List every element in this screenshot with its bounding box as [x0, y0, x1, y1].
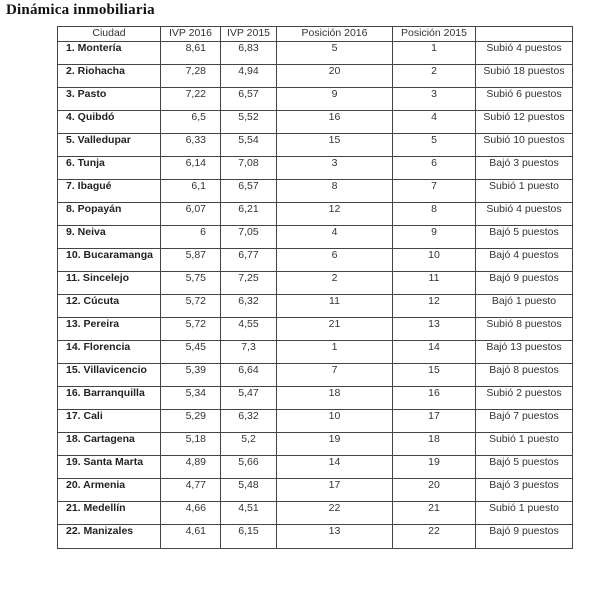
- posicion-2016-cell: 10: [277, 410, 393, 433]
- posicion-2016-cell: 3: [277, 157, 393, 180]
- table-row: [58, 65, 573, 88]
- ivp-2016-cell: 7,28: [161, 65, 221, 88]
- ivp-2015-cell: 6,15: [221, 525, 277, 549]
- ivp-2016-cell: 6: [161, 226, 221, 249]
- change-cell: Subió 1 puesto: [476, 180, 573, 203]
- table-row: [58, 42, 573, 65]
- ivp-2015-cell: 6,77: [221, 249, 277, 272]
- ivp-2016-cell: 5,87: [161, 249, 221, 272]
- posicion-2016-cell: 18: [277, 387, 393, 410]
- city-cell: 13. Pereira: [58, 318, 161, 341]
- ivp-2016-cell: 5,72: [161, 295, 221, 318]
- change-cell: Subió 8 puestos: [476, 318, 573, 341]
- city-cell: 15. Villavicencio: [58, 364, 161, 387]
- table-row: [58, 134, 573, 157]
- ivp-2016-cell: 4,61: [161, 525, 221, 549]
- change-cell: Bajó 5 puestos: [476, 456, 573, 479]
- change-cell: Subió 12 puestos: [476, 111, 573, 134]
- posicion-2015-cell: 16: [393, 387, 476, 410]
- posicion-2015-cell: 8: [393, 203, 476, 226]
- table-row: [58, 272, 573, 295]
- table-row: [58, 364, 573, 387]
- city-cell: 12. Cúcuta: [58, 295, 161, 318]
- posicion-2016-cell: 11: [277, 295, 393, 318]
- ivp-2015-cell: 4,55: [221, 318, 277, 341]
- city-cell: 2. Riohacha: [58, 65, 161, 88]
- ivp-2015-cell: 4,94: [221, 65, 277, 88]
- city-cell: 9. Neiva: [58, 226, 161, 249]
- table-row: [58, 502, 573, 525]
- change-cell: Subió 10 puestos: [476, 134, 573, 157]
- table-row: [58, 387, 573, 410]
- table-row: [58, 410, 573, 433]
- ivp-2015-cell: 6,83: [221, 42, 277, 65]
- ivp-2016-cell: 4,89: [161, 456, 221, 479]
- posicion-2016-cell: 16: [277, 111, 393, 134]
- posicion-2015-cell: 19: [393, 456, 476, 479]
- ivp-2015-cell: 5,52: [221, 111, 277, 134]
- ivp-2016-cell: 5,29: [161, 410, 221, 433]
- ivp-2015-cell: 5,2: [221, 433, 277, 456]
- ivp-2016-cell: 5,72: [161, 318, 221, 341]
- ivp-2016-cell: 5,18: [161, 433, 221, 456]
- ivp-2015-cell: 5,66: [221, 456, 277, 479]
- posicion-2015-cell: 22: [393, 525, 476, 549]
- city-cell: 16. Barranquilla: [58, 387, 161, 410]
- ivp-2016-cell: 7,22: [161, 88, 221, 111]
- ivp-2016-cell: 6,1: [161, 180, 221, 203]
- city-cell: 4. Quibdó: [58, 111, 161, 134]
- posicion-2016-cell: 8: [277, 180, 393, 203]
- posicion-2015-cell: 14: [393, 341, 476, 364]
- posicion-2016-cell: 22: [277, 502, 393, 525]
- ivp-2016-cell: 6,14: [161, 157, 221, 180]
- ivp-2016-cell: 5,34: [161, 387, 221, 410]
- header-ivp-2015: IVP 2015: [221, 27, 277, 42]
- posicion-2016-cell: 6: [277, 249, 393, 272]
- city-cell: 8. Popayán: [58, 203, 161, 226]
- posicion-2016-cell: 14: [277, 456, 393, 479]
- city-cell: 20. Armenia: [58, 479, 161, 502]
- city-cell: 10. Bucaramanga: [58, 249, 161, 272]
- ivp-2016-cell: 4,66: [161, 502, 221, 525]
- ivp-2015-cell: 7,05: [221, 226, 277, 249]
- posicion-2016-cell: 15: [277, 134, 393, 157]
- city-cell: 3. Pasto: [58, 88, 161, 111]
- posicion-2016-cell: 19: [277, 433, 393, 456]
- city-cell: 21. Medellín: [58, 502, 161, 525]
- posicion-2015-cell: 12: [393, 295, 476, 318]
- change-cell: Subió 2 puestos: [476, 387, 573, 410]
- posicion-2015-cell: 1: [393, 42, 476, 65]
- table-row: [58, 226, 573, 249]
- header-posicion-2016: Posición 2016: [277, 27, 393, 42]
- table-header-row: [58, 27, 573, 42]
- ranking-table: [57, 26, 573, 549]
- posicion-2016-cell: 17: [277, 479, 393, 502]
- posicion-2015-cell: 21: [393, 502, 476, 525]
- change-cell: Bajó 9 puestos: [476, 272, 573, 295]
- table-row: [58, 111, 573, 134]
- change-cell: Bajó 1 puesto: [476, 295, 573, 318]
- header-posicion-2015: Posición 2015: [393, 27, 476, 42]
- posicion-2016-cell: 20: [277, 65, 393, 88]
- change-cell: Bajó 3 puestos: [476, 157, 573, 180]
- table-row: [58, 456, 573, 479]
- change-cell: Subió 1 puesto: [476, 502, 573, 525]
- city-cell: 1. Montería: [58, 42, 161, 65]
- ivp-2016-cell: 6,5: [161, 111, 221, 134]
- table-row: [58, 433, 573, 456]
- change-cell: Subió 4 puestos: [476, 42, 573, 65]
- posicion-2015-cell: 10: [393, 249, 476, 272]
- ivp-2016-cell: 6,07: [161, 203, 221, 226]
- header-ivp-2016: IVP 2016: [161, 27, 221, 42]
- posicion-2015-cell: 18: [393, 433, 476, 456]
- ivp-2016-cell: 5,45: [161, 341, 221, 364]
- city-cell: 7. Ibagué: [58, 180, 161, 203]
- posicion-2015-cell: 7: [393, 180, 476, 203]
- posicion-2015-cell: 3: [393, 88, 476, 111]
- posicion-2015-cell: 11: [393, 272, 476, 295]
- table-row: [58, 249, 573, 272]
- change-cell: Bajó 4 puestos: [476, 249, 573, 272]
- change-cell: Subió 18 puestos: [476, 65, 573, 88]
- ivp-2015-cell: 6,32: [221, 295, 277, 318]
- posicion-2015-cell: 20: [393, 479, 476, 502]
- page-title: Dinámica inmobiliaria: [6, 2, 155, 18]
- table-row: [58, 295, 573, 318]
- posicion-2016-cell: 21: [277, 318, 393, 341]
- ivp-2015-cell: 5,48: [221, 479, 277, 502]
- posicion-2015-cell: 9: [393, 226, 476, 249]
- ivp-2015-cell: 6,64: [221, 364, 277, 387]
- ivp-2016-cell: 5,39: [161, 364, 221, 387]
- ivp-2015-cell: 7,08: [221, 157, 277, 180]
- table-body: [58, 42, 573, 549]
- posicion-2015-cell: 4: [393, 111, 476, 134]
- city-cell: 11. Sincelejo: [58, 272, 161, 295]
- ivp-2015-cell: 7,25: [221, 272, 277, 295]
- ivp-2016-cell: 6,33: [161, 134, 221, 157]
- ivp-2016-cell: 4,77: [161, 479, 221, 502]
- city-cell: 18. Cartagena: [58, 433, 161, 456]
- city-cell: 6. Tunja: [58, 157, 161, 180]
- ivp-2015-cell: 4,51: [221, 502, 277, 525]
- change-cell: Bajó 9 puestos: [476, 525, 573, 549]
- ivp-2015-cell: 5,47: [221, 387, 277, 410]
- posicion-2015-cell: 6: [393, 157, 476, 180]
- posicion-2016-cell: 9: [277, 88, 393, 111]
- city-cell: 5. Valledupar: [58, 134, 161, 157]
- posicion-2015-cell: 17: [393, 410, 476, 433]
- posicion-2015-cell: 2: [393, 65, 476, 88]
- change-cell: Subió 4 puestos: [476, 203, 573, 226]
- posicion-2015-cell: 5: [393, 134, 476, 157]
- posicion-2015-cell: 13: [393, 318, 476, 341]
- table-row: [58, 525, 573, 549]
- change-cell: Bajó 8 puestos: [476, 364, 573, 387]
- posicion-2016-cell: 12: [277, 203, 393, 226]
- change-cell: Bajó 13 puestos: [476, 341, 573, 364]
- ivp-2016-cell: 8,61: [161, 42, 221, 65]
- table-row: [58, 479, 573, 502]
- ivp-2015-cell: 6,57: [221, 180, 277, 203]
- change-cell: Subió 1 puesto: [476, 433, 573, 456]
- header-ciudad: Ciudad: [58, 27, 161, 42]
- change-cell: Bajó 3 puestos: [476, 479, 573, 502]
- posicion-2016-cell: 5: [277, 42, 393, 65]
- city-cell: 17. Cali: [58, 410, 161, 433]
- table-row: [58, 157, 573, 180]
- city-cell: 14. Florencia: [58, 341, 161, 364]
- posicion-2016-cell: 7: [277, 364, 393, 387]
- table-row: [58, 180, 573, 203]
- change-cell: Bajó 5 puestos: [476, 226, 573, 249]
- ivp-2015-cell: 7,3: [221, 341, 277, 364]
- ivp-2015-cell: 6,21: [221, 203, 277, 226]
- ivp-2015-cell: 6,32: [221, 410, 277, 433]
- ivp-2015-cell: 5,54: [221, 134, 277, 157]
- posicion-2016-cell: 13: [277, 525, 393, 549]
- change-cell: Subió 6 puestos: [476, 88, 573, 111]
- ivp-2016-cell: 5,75: [161, 272, 221, 295]
- ivp-2015-cell: 6,57: [221, 88, 277, 111]
- posicion-2016-cell: 1: [277, 341, 393, 364]
- table-row: [58, 88, 573, 111]
- city-cell: 19. Santa Marta: [58, 456, 161, 479]
- posicion-2016-cell: 4: [277, 226, 393, 249]
- city-cell: 22. Manizales: [58, 525, 161, 549]
- table-row: [58, 318, 573, 341]
- table-row: [58, 203, 573, 226]
- posicion-2016-cell: 2: [277, 272, 393, 295]
- change-cell: Bajó 7 puestos: [476, 410, 573, 433]
- header-change: [476, 27, 573, 42]
- table-row: [58, 341, 573, 364]
- posicion-2015-cell: 15: [393, 364, 476, 387]
